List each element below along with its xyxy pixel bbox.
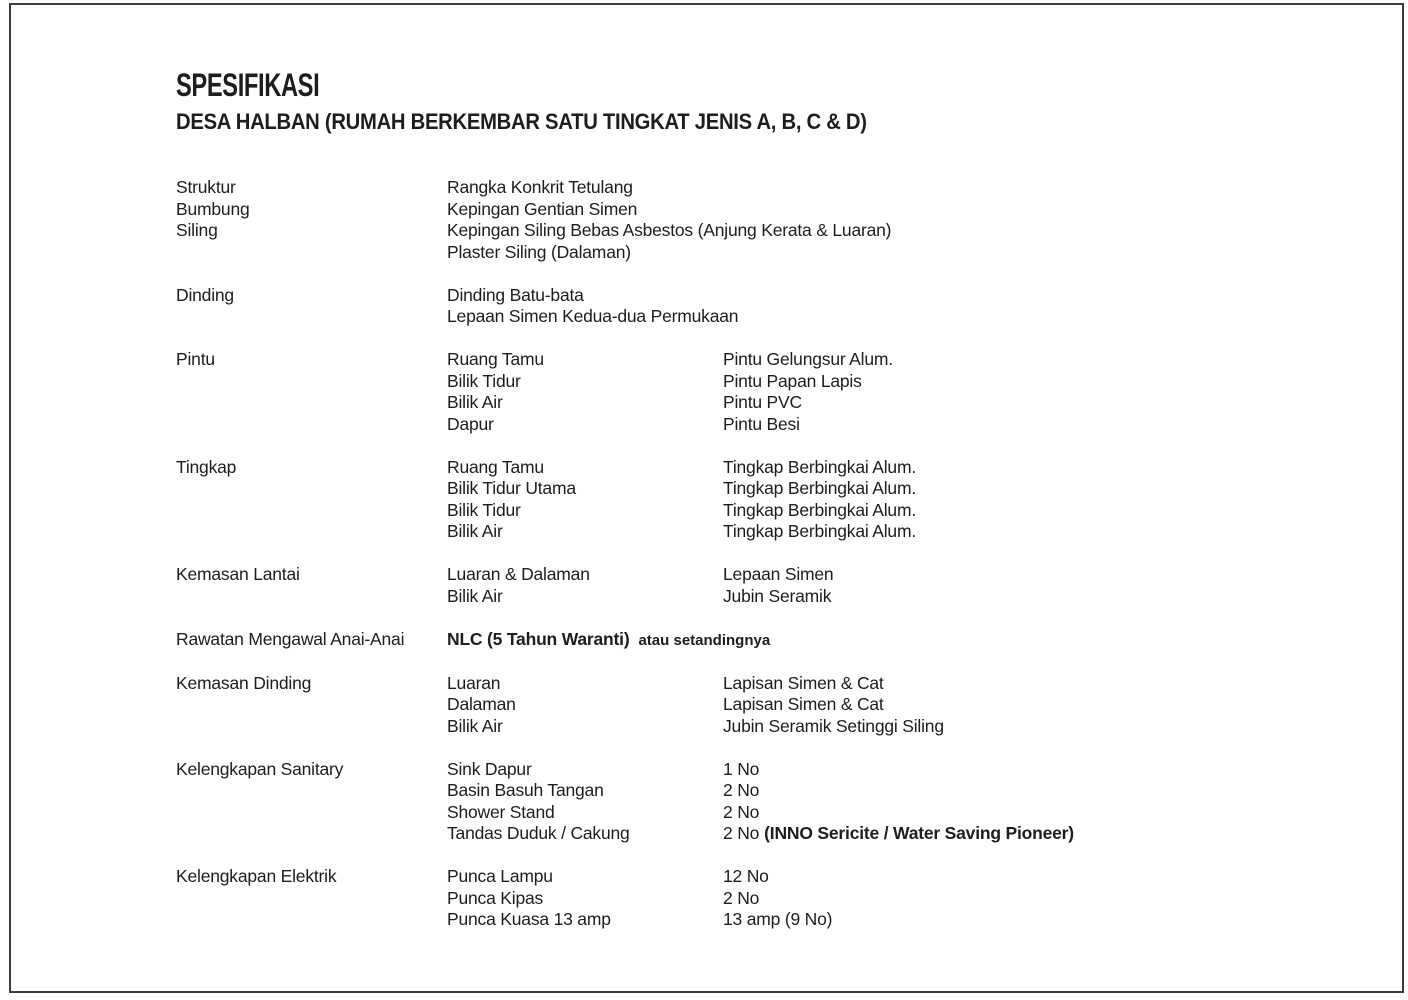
spec-value — [447, 629, 770, 652]
spec-row — [176, 909, 1326, 931]
spec-item: Ruang Tamu — [447, 349, 544, 369]
spec-row — [176, 392, 1326, 414]
spec-row — [176, 177, 1326, 199]
spec-row — [176, 780, 1326, 802]
spec-value: Pintu Gelungsur Alum. — [723, 349, 893, 369]
spec-value: Pintu Besi — [723, 413, 800, 434]
spec-row — [176, 888, 1326, 910]
spec-value: Dinding Batu-bata — [447, 284, 584, 305]
section-tingkap — [176, 457, 1326, 543]
quantity-text: 2 No — [723, 823, 760, 843]
spec-value: Pintu Papan Lapis — [723, 370, 862, 391]
spec-value: 2 No — [723, 887, 760, 908]
spec-item: Bilik Tidur — [447, 370, 521, 391]
spec-row — [176, 521, 1326, 543]
spec-row — [176, 349, 1326, 371]
spec-row — [176, 457, 1326, 479]
spec-category-label: Kelengkapan Elektrik — [176, 866, 337, 886]
spec-value: Tingkap Berbingkai Alum. — [723, 478, 916, 498]
section-kelengkapan-sanitary — [176, 759, 1326, 845]
spec-row — [176, 285, 1326, 307]
spec-value: Plaster Siling (Dalaman) — [447, 241, 631, 262]
spec-category-label: Kemasan Dinding — [176, 672, 312, 693]
spec-value: 13 amp (9 No) — [723, 909, 833, 929]
spec-item: Bilik Air — [447, 392, 503, 412]
spec-row — [176, 242, 1326, 264]
equivalent-note: atau setandingnya — [638, 631, 771, 649]
spec-category-label: Tingkap — [176, 456, 237, 477]
spec-item: Sink Dapur — [447, 758, 532, 779]
spec-row — [176, 371, 1326, 393]
spec-item: Bilik Air — [447, 521, 503, 541]
spec-row — [176, 414, 1326, 436]
spec-item: Shower Stand — [447, 801, 555, 822]
spec-item: Dapur — [447, 413, 494, 434]
spec-row — [176, 694, 1326, 716]
section-rawatan-anai-anai — [176, 629, 1326, 652]
section-kemasan-lantai — [176, 564, 1326, 607]
spec-value: Jubin Seramik — [723, 585, 832, 606]
page-subtitle: DESA HALBAN (RUMAH BERKEMBAR SATU TINGKAT JENIS A, B, C & D) — [176, 109, 867, 134]
spec-row — [176, 199, 1326, 221]
spec-value: Jubin Seramik Setinggi Siling — [723, 715, 944, 736]
spec-value: Lepaan Simen — [723, 564, 834, 584]
spec-value: 2 No — [723, 780, 760, 800]
spec-item: Luaran — [447, 672, 501, 693]
section-siling — [176, 220, 1326, 263]
specification-table — [176, 177, 1326, 931]
spec-value: Tingkap Berbingkai Alum. — [723, 521, 916, 541]
specification-document — [176, 68, 1326, 931]
spec-category-label: Pintu — [176, 349, 215, 369]
spec-row — [176, 478, 1326, 500]
spec-item: Bilik Tidur — [447, 499, 521, 520]
spec-value: Tingkap Berbingkai Alum. — [723, 499, 916, 520]
spec-item: Punca Kuasa 13 amp — [447, 909, 611, 929]
spec-row — [176, 306, 1326, 328]
spec-value: Tingkap Berbingkai Alum. — [723, 456, 916, 477]
spec-item: Punca Kipas — [447, 887, 544, 908]
section-dinding — [176, 285, 1326, 328]
spec-row — [176, 629, 1326, 652]
spec-row — [176, 716, 1326, 738]
spec-value: Kepingan Siling Bebas Asbestos (Anjung Kerata & Luaran) — [447, 220, 892, 240]
spec-category-label: Struktur — [176, 177, 236, 197]
spec-row — [176, 673, 1326, 695]
spec-item: Bilik Air — [447, 585, 503, 606]
spec-category-label: Kemasan Lantai — [176, 564, 300, 584]
spec-value: 2 No — [723, 801, 760, 822]
spec-row — [176, 866, 1326, 888]
brand-note: (INNO Sericite / Water Saving Pioneer) — [764, 823, 1074, 843]
spec-item: Basin Basuh Tangan — [447, 780, 604, 800]
spec-value: 1 No — [723, 758, 760, 779]
warranty-text: NLC (5 Tahun Waranti) — [447, 628, 630, 649]
spec-item: Bilik Air — [447, 715, 503, 736]
spec-row — [176, 586, 1326, 608]
spec-value: Lepaan Simen Kedua-dua Permukaan — [447, 306, 739, 326]
spec-category-label: Bumbung — [176, 198, 250, 219]
spec-category-label: Rawatan Mengawal Anai-Anai — [176, 628, 405, 649]
section-kemasan-dinding — [176, 673, 1326, 738]
spec-category-label: Kelengkapan Sanitary — [176, 758, 344, 779]
page-title: SPESIFIKASI — [176, 67, 320, 103]
spec-value: Lapisan Simen & Cat — [723, 694, 884, 714]
spec-item: Bilik Tidur Utama — [447, 478, 576, 498]
spec-value: Kepingan Gentian Simen — [447, 198, 638, 219]
spec-row — [176, 500, 1326, 522]
spec-row — [176, 802, 1326, 824]
spec-category-label: Dinding — [176, 284, 234, 305]
section-bumbung — [176, 199, 1326, 221]
spec-value — [723, 823, 1326, 845]
spec-row — [176, 220, 1326, 242]
spec-item: Dalaman — [447, 694, 516, 714]
spec-value: Rangka Konkrit Tetulang — [447, 177, 633, 197]
section-struktur — [176, 177, 1326, 199]
spec-value: Pintu PVC — [723, 392, 802, 412]
section-kelengkapan-elektrik — [176, 866, 1326, 931]
spec-item: Ruang Tamu — [447, 456, 544, 477]
spec-row — [176, 564, 1326, 586]
section-pintu — [176, 349, 1326, 435]
spec-category-label: Siling — [176, 220, 218, 240]
spec-row — [176, 759, 1326, 781]
spec-item: Punca Lampu — [447, 866, 553, 886]
spec-value: Lapisan Simen & Cat — [723, 672, 884, 693]
spec-row — [176, 823, 1326, 845]
spec-value: 12 No — [723, 866, 769, 886]
spec-item: Luaran & Dalaman — [447, 564, 590, 584]
spec-item: Tandas Duduk / Cakung — [447, 823, 630, 843]
